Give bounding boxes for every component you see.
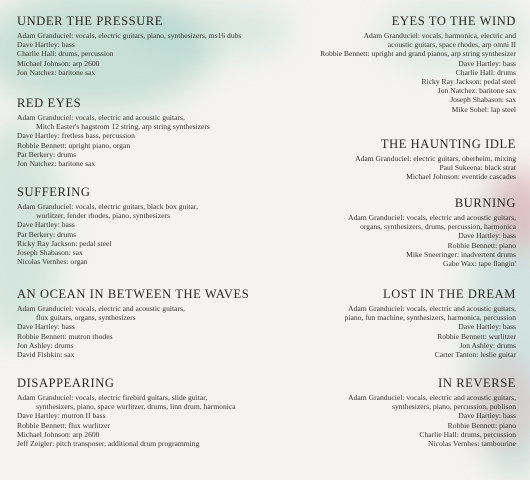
credit-line: Gabe Wax: tape flangin' xyxy=(443,259,516,269)
credit-line: Adam Granduciel: vocals, electric firebird guitars, slide guitar, xyxy=(17,393,208,402)
credit-line: Dave Hartley: mutron II bass xyxy=(17,411,106,421)
credit-line: synthesizers, piano, percussion, publison xyxy=(391,402,516,412)
track-credit-block xyxy=(17,14,241,77)
credit-line: Adam Granduciel: vocals, electric and acoustic guitars, xyxy=(348,393,516,402)
credit-line: Adam Granduciel: vocals, electric guitars, black box guitar, xyxy=(17,202,199,211)
credit-line: Robbie Bennett: upright and grand pianos, arp string synthesizer xyxy=(320,49,516,59)
track-title: EYES TO THE WIND xyxy=(391,14,516,28)
credit-line: Michael Johnson: eventide cascades xyxy=(406,172,516,182)
credit-line: Adam Granduciel: vocals, electric and acoustic guitars, xyxy=(17,113,185,122)
credit-line: Mitch Easter's hagstrom 12 string, arp string synthesizers xyxy=(36,122,210,132)
credit-line: Carter Tanton: leslie guitar xyxy=(434,350,516,360)
credit-line: Jon Natchez: baritone sax xyxy=(17,67,96,77)
track-title: THE HAUNTING IDLE xyxy=(380,137,516,151)
track-credit-block xyxy=(17,96,210,168)
credit-line: Dave Hartley: bass xyxy=(17,40,75,50)
credit-line: Robbie Bennett: upright piano, organ xyxy=(17,140,131,150)
credit-line: Joseph Shabason: sax xyxy=(17,248,83,258)
credit-line: Ricky Ray Jackson: pedal steel xyxy=(421,77,516,87)
credit-line: Paul Sukeena: black strat xyxy=(439,163,516,173)
track-credit-block xyxy=(17,185,198,266)
track-credit-block xyxy=(17,376,236,448)
track-title: AN OCEAN IN BETWEEN THE WAVES xyxy=(17,287,250,301)
credit-line: Mike Sneeringer: inadvertent drums xyxy=(406,249,516,259)
track-credit-block xyxy=(355,137,516,182)
credit-line: Pat Berkery: drums xyxy=(17,149,77,159)
credit-line: organs, synthesizers, drums, percussion, harmonica xyxy=(360,222,516,232)
credit-line: Adam Granduciel: vocals, harmonica, electric and xyxy=(363,31,516,40)
credit-line: Adam Granduciel: vocals, electric and acoustic guitars, xyxy=(348,213,516,222)
credit-line: Pat Berkery: drums xyxy=(17,229,77,239)
track-title: SUFFERING xyxy=(17,185,91,199)
credit-line: Jeff Zeigler: pitch transposer, additional drum programming xyxy=(17,439,200,449)
credit-line: Adam Granduciel: vocals, electric guitars, piano, synthesizers, ms16 dubs xyxy=(17,31,242,40)
track-title: IN REVERSE xyxy=(438,376,516,390)
credit-line: Jon Natchez: baritone sax xyxy=(17,159,96,169)
track-credit-block xyxy=(17,287,249,359)
credit-line: Joseph Shabason: sax xyxy=(450,95,516,105)
credit-line: Jon Ashley: drums xyxy=(17,340,74,350)
credit-line: Adam Granduciel: vocals, electric and acoustic guitars, xyxy=(348,304,516,313)
credit-line: Robbie Bennett: wurlitzer xyxy=(437,331,516,341)
credit-line: Robbie Bennett: piano xyxy=(447,240,516,250)
credit-line: Jon Natchez: baritone sax xyxy=(437,86,516,96)
credit-line: Dave Hartley: fretless bass, percussion xyxy=(17,131,135,141)
track-credit-block xyxy=(345,287,516,359)
credit-line: Dave Hartley: bass xyxy=(17,322,75,332)
credit-line: Mike Sobel: lap steel xyxy=(451,104,516,114)
credit-line: Robbie Bennett: mutron rhodes xyxy=(17,331,113,341)
track-title: RED EYES xyxy=(17,96,82,110)
credit-line: Charlie Hall: drums xyxy=(455,67,516,77)
credit-line: Adam Granduciel: vocals, electric and acoustic guitars, xyxy=(17,304,185,313)
credit-line: Robbie Bennett: piano xyxy=(447,420,516,430)
credit-line: Dave Hartley: bass xyxy=(458,322,516,332)
credit-line: Dave Hartley: bass xyxy=(458,411,516,421)
credit-line: Nicolas Vernhes: organ xyxy=(17,257,88,267)
credit-line: synthesizers, piano, space wurlitzer, drums, linn drum, harmonica xyxy=(36,402,236,412)
credit-line: Dave Hartley: bass xyxy=(17,220,75,230)
credit-line: Adam Granduciel: electric guitars, oberheim, mixing xyxy=(355,154,516,163)
credit-line: Jon Ashley: drums xyxy=(459,340,516,350)
credit-line: Charlie Hall: drums, percussion xyxy=(17,49,114,59)
credit-line: acoustic guitars, space rhodes, arp omni II xyxy=(387,40,516,50)
track-credit-block xyxy=(320,14,516,114)
credit-line: Michael Johnson: arp 2600 xyxy=(17,429,100,439)
track-title: DISAPPEARING xyxy=(17,376,115,390)
track-credit-block xyxy=(348,376,516,448)
credit-line: piano, fun machine, synthesizers, harmonica, percussion xyxy=(344,313,516,323)
track-title: UNDER THE PRESSURE xyxy=(17,14,164,28)
track-title: BURNING xyxy=(454,196,516,210)
credit-line: Nicolas Vernhes: tambourine xyxy=(427,439,516,449)
credit-line: Ricky Ray Jackson: pedal steel xyxy=(17,238,112,248)
credit-line: Dave Hartley: bass xyxy=(458,58,516,68)
credit-line: Robbie Bennett: flux wurlitzer xyxy=(17,420,111,430)
credit-line: Charlie Hall: drums, percussion xyxy=(419,429,516,439)
track-title: LOST IN THE DREAM xyxy=(382,287,516,301)
credit-line: Dave Hartley: bass xyxy=(458,231,516,241)
credit-line: David Fishkin: sax xyxy=(17,350,75,360)
credit-line: Michael Johnson: arp 2600 xyxy=(17,58,100,68)
credit-line: wurlitzer, fender rhodes, piano, synthesizers xyxy=(36,211,171,221)
track-credit-block xyxy=(348,196,516,268)
credit-line: flux guitars, organs, synthesizers xyxy=(36,313,136,323)
